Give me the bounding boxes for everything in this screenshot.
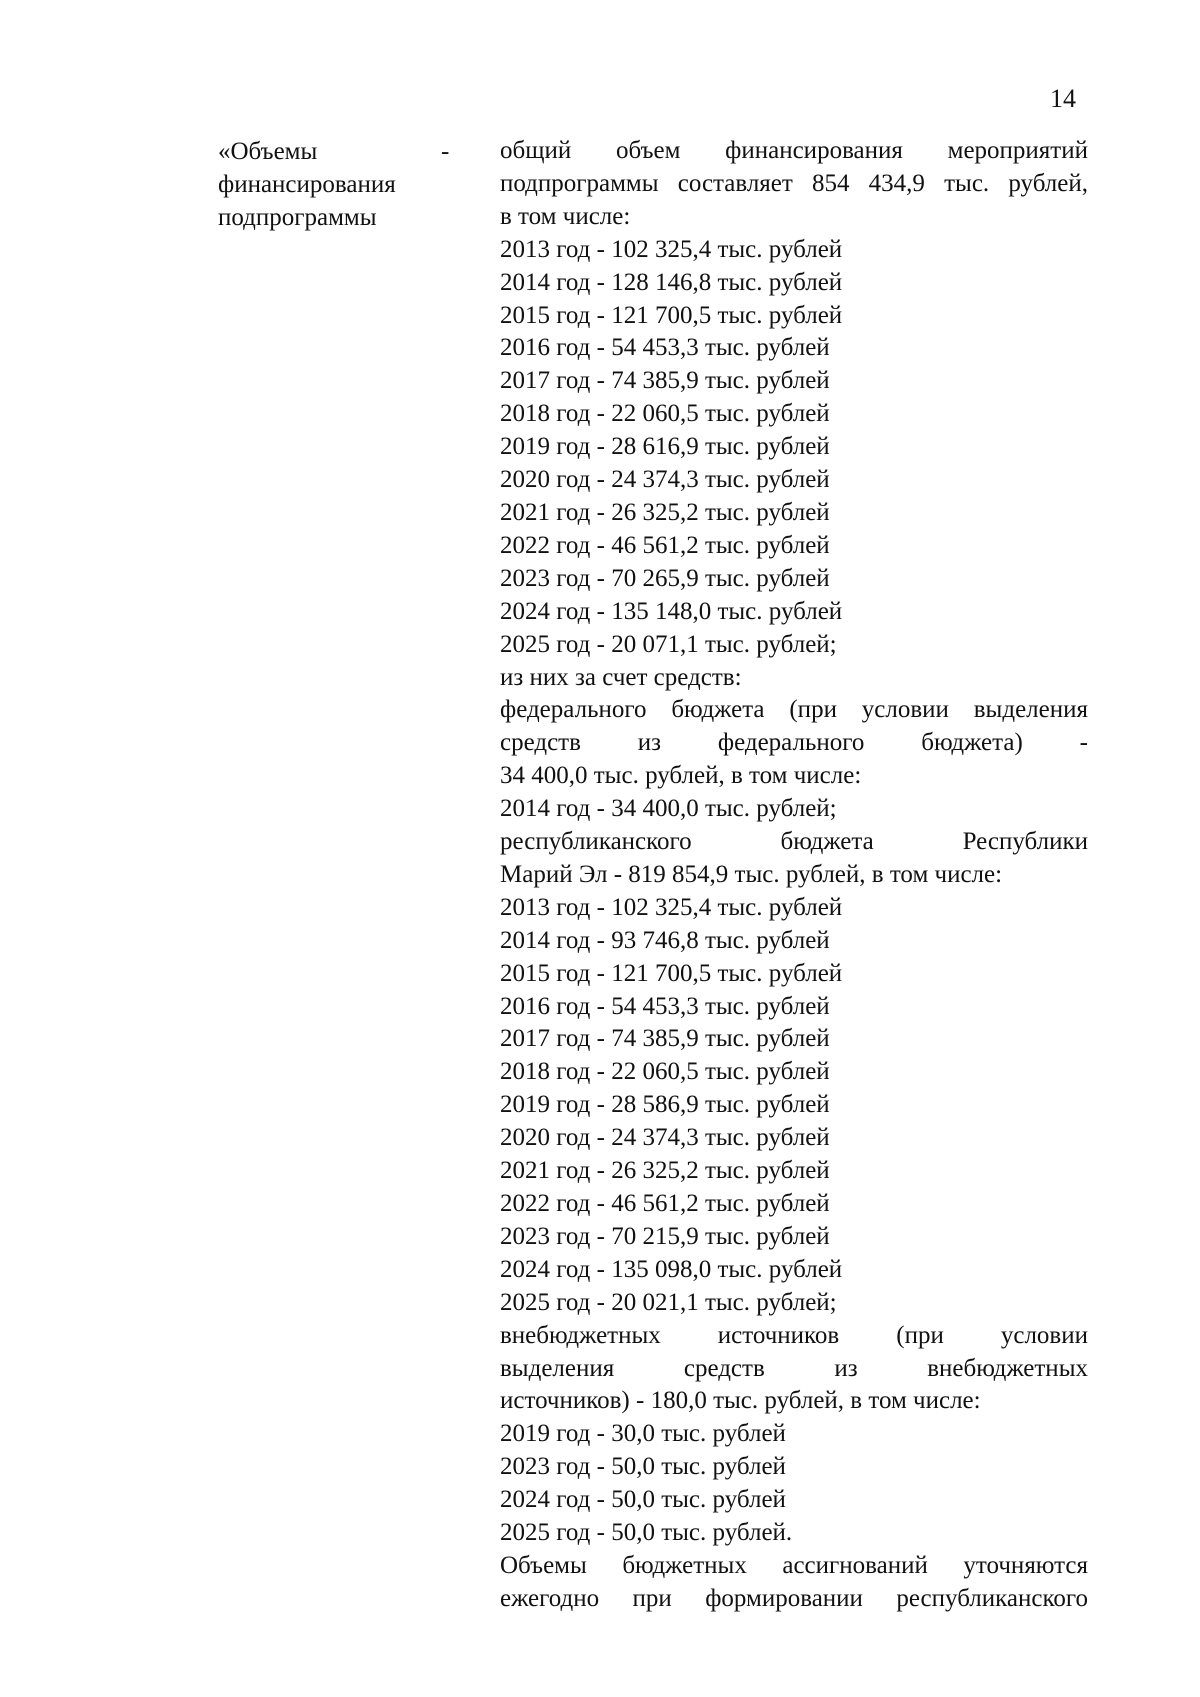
- total-year-line: 2019 год - 28 616,9 тыс. рублей: [500, 433, 830, 461]
- total-year-line: 2021 год - 26 325,2 тыс. рублей: [500, 498, 830, 526]
- republic-year-line: 2018 год - 22 060,5 тыс. рублей: [500, 1058, 830, 1086]
- federal-line: средств из федерального бюджета) -: [500, 729, 1088, 757]
- sources-heading: из них за счет средств:: [500, 663, 742, 691]
- republic-year-line: 2023 год - 70 215,9 тыс. рублей: [500, 1222, 830, 1250]
- extrabudget-line: внебюджетных источников (при условии: [500, 1321, 1088, 1349]
- republic-year-line: 2016 год - 54 453,3 тыс. рублей: [500, 992, 830, 1020]
- total-year-line: 2018 год - 22 060,5 тыс. рублей: [500, 400, 830, 428]
- page-number: 14: [1050, 84, 1076, 113]
- republic-year-line: 2019 год - 28 586,9 тыс. рублей: [500, 1091, 830, 1119]
- republic-year-line: 2017 год - 74 385,9 тыс. рублей: [500, 1025, 830, 1053]
- total-year-line: 2020 год - 24 374,3 тыс. рублей: [500, 466, 830, 494]
- section-label-line: «Объемы: [218, 138, 318, 165]
- total-year-line: 2025 год - 20 071,1 тыс. рублей;: [500, 630, 837, 658]
- extrabudget-year-line: 2023 год - 50,0 тыс. рублей: [500, 1453, 786, 1481]
- extrabudget-year-line: 2025 год - 50,0 тыс. рублей.: [500, 1519, 793, 1547]
- total-line: общий объем финансирования мероприятий: [500, 137, 1088, 164]
- total-year-line: 2013 год - 102 325,4 тыс. рублей: [500, 235, 843, 263]
- republic-year-line: 2022 год - 46 561,2 тыс. рублей: [500, 1190, 830, 1217]
- republic-year-line: 2013 год - 102 325,4 тыс. рублей: [500, 893, 843, 921]
- republic-year-line: 2020 год - 24 374,3 тыс. рублей: [500, 1124, 830, 1152]
- republic-year-line: 2024 год - 135 098,0 тыс. рублей: [500, 1255, 843, 1283]
- total-year-line: 2022 год - 46 561,2 тыс. рублей: [500, 531, 830, 559]
- section-label-line: подпрограммы: [218, 204, 377, 231]
- republic-line: Марий Эл - 819 854,9 тыс. рублей, в том числе:: [500, 860, 1003, 888]
- financing-description: [500, 135, 1088, 1616]
- republic-year-line: 2021 год - 26 325,2 тыс. рублей: [500, 1157, 830, 1185]
- republic-line: республиканского бюджета Республики: [500, 828, 1088, 856]
- republic-year-line: 2025 год - 20 021,1 тыс. рублей;: [500, 1288, 837, 1316]
- extrabudget-line: выделения средств из внебюджетных: [500, 1354, 1088, 1382]
- total-year-line: 2014 год - 128 146,8 тыс. рублей: [500, 268, 843, 296]
- federal-year-line: 2014 год - 34 400,0 тыс. рублей;: [500, 795, 837, 823]
- federal-line: федерального бюджета (при условии выделения: [500, 696, 1088, 724]
- total-year-line: 2015 год - 121 700,5 тыс. рублей: [500, 301, 843, 329]
- total-line: подпрограммы составляет 854 434,9 тыс. рублей,: [500, 169, 1088, 197]
- label-dash: -: [441, 138, 450, 165]
- total-year-line: 2023 год - 70 265,9 тыс. рублей: [500, 564, 830, 592]
- extrabudget-line: источников) - 180,0 тыс. рублей, в том числе:: [500, 1387, 981, 1415]
- total-year-line: 2016 год - 54 453,3 тыс. рублей: [500, 334, 830, 362]
- total-year-line: 2024 год - 135 148,0 тыс. рублей: [500, 597, 843, 625]
- republic-year-line: 2014 год - 93 746,8 тыс. рублей: [500, 926, 830, 954]
- section-label-line: финансирования: [218, 171, 396, 198]
- republic-year-line: 2015 год - 121 700,5 тыс. рублей: [500, 959, 843, 987]
- extrabudget-year-line: 2019 год - 30,0 тыс. рублей: [500, 1420, 786, 1448]
- closing-line: Объемы бюджетных ассигнований уточняются: [500, 1551, 1088, 1579]
- closing-line: ежегодно при формировании республиканского: [500, 1584, 1088, 1612]
- extrabudget-year-line: 2024 год - 50,0 тыс. рублей: [500, 1486, 786, 1514]
- total-year-line: 2017 год - 74 385,9 тыс. рублей: [500, 367, 830, 395]
- section-label: [218, 135, 458, 234]
- federal-line: 34 400,0 тыс. рублей, в том числе:: [500, 762, 862, 790]
- total-line: в том числе:: [500, 202, 631, 230]
